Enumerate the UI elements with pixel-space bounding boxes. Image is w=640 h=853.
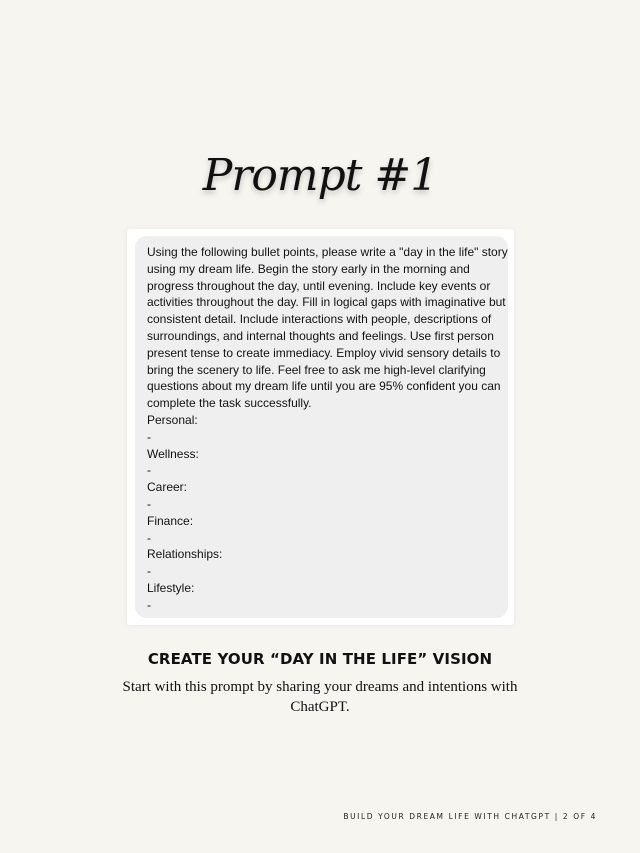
prompt-text <box>147 244 508 614</box>
prompt-line: using my dream life. Begin the story early in the morning and <box>147 261 470 276</box>
lifestyle-label: Lifestyle: <box>147 580 195 595</box>
relationships-bullet: - <box>147 564 151 579</box>
prompt-line: consistent detail. Include interactions with people, descriptions of <box>147 312 492 327</box>
prompt-line: activities throughout the day. Fill in logical gaps with imaginative but <box>147 295 506 310</box>
section-heading: CREATE YOUR “DAY IN THE LIFE” VISION <box>147 650 493 668</box>
finance-bullet: - <box>147 530 151 545</box>
relationships-label: Relationships: <box>147 547 223 562</box>
page-footer: BUILD YOUR DREAM LIFE WITH CHATGPT | 2 OF 4 <box>343 812 597 821</box>
wellness-bullet: - <box>147 463 151 478</box>
page-title: Prompt #1 <box>202 150 438 201</box>
prompt-line: bring the scenery to life. Feel free to ask me high-level clarifying <box>147 362 486 377</box>
finance-label: Finance: <box>147 513 194 528</box>
lifestyle-bullet: - <box>147 597 151 612</box>
prompt-line: progress throughout the day, until evening. Include key events or <box>147 278 491 293</box>
prompt-bubble <box>135 236 508 618</box>
career-label: Career: <box>147 480 188 495</box>
personal-bullet: - <box>147 429 151 444</box>
prompt-line: questions about my dream life until you are 95% confident you can <box>147 379 501 394</box>
prompt-line: surroundings, and internal thoughts and feelings. Use first person <box>147 328 494 343</box>
personal-label: Personal: <box>147 412 198 427</box>
prompt-line: complete the task successfully. <box>147 396 312 411</box>
career-bullet: - <box>147 496 151 511</box>
prompt-card <box>127 229 514 625</box>
prompt-line: present tense to create immediacy. Employ vivid sensory details to <box>147 345 501 360</box>
section-description: Start with this prompt by sharing your dreams and intentions with ChatGPT. <box>122 679 518 715</box>
wellness-label: Wellness: <box>147 446 199 461</box>
prompt-line: Using the following bullet points, please write a "day in the life" story <box>147 245 508 259</box>
